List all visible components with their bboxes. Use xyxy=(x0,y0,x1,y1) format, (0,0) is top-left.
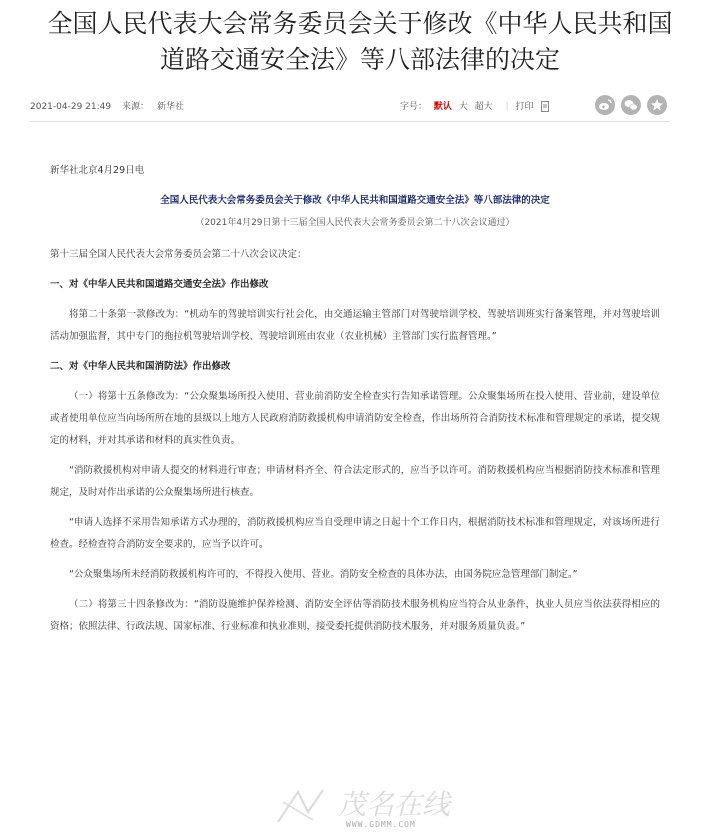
meta-right xyxy=(400,99,554,112)
paragraph: （一）将第十五条修改为：“公众聚集场所投入使用、营业前消防安全检查实行告知承诺管理。公众聚集场所在投入使用、营业前，建设单位或者使用单位应当向场所所在地的县级以上地方人民政府消防救援机构申请消防安全检查，作出场所符合消防技术标准和管理规定的承诺，提交规定的材料，并对其承诺和材料的真实性负责。 xyxy=(50,391,660,446)
source-label: 来源： xyxy=(121,102,149,112)
star-icon[interactable] xyxy=(646,94,668,116)
headline-line-2: 道路交通安全法》等八部法律的决定 xyxy=(159,45,560,74)
article-title: 全国人民代表大会常务委员会关于修改《中华人民共和国道路交通安全法》等八部法律的决定 xyxy=(160,195,550,206)
wechat-icon[interactable] xyxy=(620,94,642,116)
fontsize-default-button[interactable]: 默认 xyxy=(433,102,452,112)
section-heading-1: 一、对《中华人民共和国道路交通安全法》作出修改 xyxy=(50,279,269,290)
source-name: 新华社 xyxy=(157,102,185,112)
fontsize-xlarge-button[interactable]: 超大 xyxy=(474,102,493,112)
weibo-icon[interactable] xyxy=(594,94,616,116)
print-icon xyxy=(540,101,550,112)
publish-datetime: 2021-04-29 21:49 xyxy=(30,102,112,112)
watermark-url: WWW.GDMM.COM xyxy=(346,820,416,829)
paragraph: （二）将第三十四条修改为：“消防设施维护保养检测、消防安全评估等消防技术服务机构应当符合从业条件，执业人员应当依法获得相应的资格；依照法律、行政法规、国家标准、行业标准和执业准则，接受委托提供消防技术服务，并对服务质量负责。” xyxy=(50,599,660,632)
divider: | xyxy=(505,102,509,112)
article-subtitle: （2021年4月29日第十三届全国人民代表大会常务委员会第二十八次会议通过） xyxy=(195,218,515,228)
headline-line-1: 全国人民代表大会常务委员会关于修改《中华人民共和国 xyxy=(47,9,673,38)
paragraph: “申请人选择不采用告知承诺方式办理的，消防救援机构应当自受理申请之日起十个工作日内，根据消防技术标准和管理规定，对该场所进行检查。经检查符合消防安全要求的，应当予以许可。 xyxy=(50,517,660,550)
page-title xyxy=(20,6,700,78)
meta-left xyxy=(30,99,192,112)
dateline: 新华社北京4月29日电 xyxy=(50,165,145,176)
print-label: 打印 xyxy=(515,102,534,112)
paragraph: “公众聚集场所未经消防救援机构许可的，不得投入使用、营业。消防安全检查的具体办法，由国务院应急管理部门制定。” xyxy=(69,569,578,580)
paragraph: 将第二十条第一款修改为：“机动车的驾驶培训实行社会化，由交通运输主管部门对驾驶培训学校、驾驶培训班实行备案管理，并对驾驶培训活动加强监督，其中专门的拖拉机驾驶培训学校、驾驶培训班由农业（农业机械）主管部门实行监督管理。” xyxy=(50,309,660,342)
article-meta-bar xyxy=(30,94,670,116)
fontsize-large-button[interactable]: 大 xyxy=(458,102,468,112)
meta-divider xyxy=(30,121,670,122)
watermark-logo-text: 茂名在线 xyxy=(338,788,451,821)
print-button[interactable] xyxy=(515,102,550,112)
intro-paragraph: 第十三届全国人民代表大会常务委员会第二十八次会议决定： xyxy=(50,249,307,260)
section-heading-2: 二、对《中华人民共和国消防法》作出修改 xyxy=(50,361,231,372)
fontsize-label: 字号： xyxy=(400,102,428,112)
paragraph: “消防救援机构对申请人提交的材料进行审查；申请材料齐全、符合法定形式的，应当予以许可。消防救援机构应当根据消防技术标准和管理规定，及时对作出承诺的公众聚集场所进行核查。 xyxy=(50,465,660,498)
article-body xyxy=(50,160,660,646)
